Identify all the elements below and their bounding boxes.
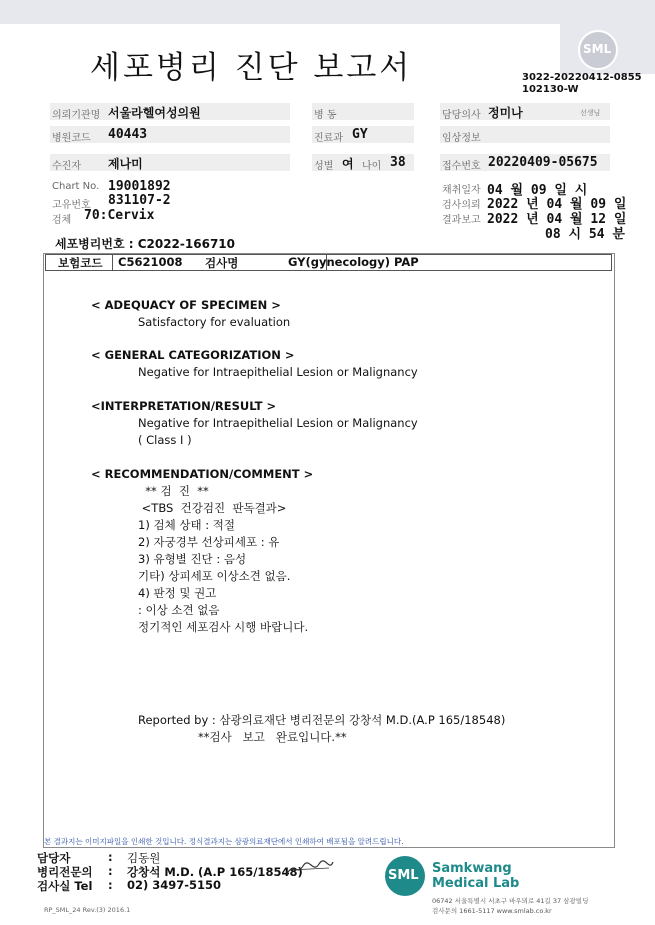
doctor-suffix: 선생님 [580, 109, 601, 117]
colon: : [108, 878, 113, 892]
notice-text: 본 결과지는 이미지파일을 인쇄한 것입니다. 정식결과지는 삼광의료재단에서 인쇄하여 배포됨을 알려드립니다. [44, 837, 404, 846]
unique-label: 고유번호 [52, 200, 91, 211]
patient-label: 수진자 [52, 161, 81, 172]
sex-label: 성별 [314, 161, 334, 172]
doctor-value: 정미나 [488, 106, 523, 120]
ins-value: C5621008 [118, 255, 183, 269]
rec-line: 3) 유형별 진단 : 음성 [138, 552, 247, 566]
brand-line2: Medical Lab [432, 876, 520, 891]
pathologist-value: 강창석 M.D. (A.P 165/18548) [127, 865, 303, 879]
specimen-value: 70:Cervix [84, 208, 155, 223]
request-label: 검사의뢰 [442, 200, 481, 211]
interp-heading: <INTERPRETATION/RESULT > [91, 399, 277, 413]
general-heading: < GENERAL CATEGORIZATION > [91, 348, 295, 362]
collect-label: 채취일자 [442, 185, 481, 196]
top-band [0, 0, 655, 24]
receipt-value: 20220409-05675 [488, 155, 598, 170]
doctor-label: 담당의사 [442, 110, 481, 121]
chart-label: Chart No. [52, 181, 100, 192]
age-value: 38 [390, 155, 406, 170]
ward-label: 병 동 [314, 110, 337, 121]
rec-line: : 이상 소견 없음 [138, 603, 220, 617]
report-title: 세포병리 진단 보고서 [90, 50, 413, 86]
lab-tel-value: 02) 3497-5150 [127, 878, 222, 892]
unique-value: 831107-2 [108, 193, 171, 208]
test-value: GY(gynecology) PAP [288, 255, 419, 269]
rec-line: <TBS 건강검진 판독결과> [138, 501, 287, 515]
result-value: 2022 년 04 월 12 일 [487, 212, 627, 227]
rec-line: 2) 자궁경부 선상피세포 : 유 [138, 535, 280, 549]
brand-address: 06742 서울특별시 서초구 바우뫼로 41길 37 삼광빌딩 [432, 897, 589, 905]
result-label: 결과보고 [442, 215, 481, 226]
interp-class: ( Class I ) [138, 433, 192, 447]
clinical-label: 임상정보 [442, 133, 481, 144]
sex-value: 여 [342, 157, 354, 171]
report-ref-1: 3022-20220412-0855 [522, 72, 642, 83]
result-time: 08 시 54 분 [545, 227, 625, 242]
report-body-box [43, 253, 615, 848]
rec-line: ** 검 진 ** [138, 484, 209, 498]
brand-contact: 검사문의 1661-5117 www.smlab.co.kr [432, 907, 552, 915]
adequacy-heading: < ADEQUACY OF SPECIMEN > [91, 298, 281, 312]
rec-line: 정기적인 세포검사 시행 바랍니다. [138, 620, 309, 634]
rec-heading: < RECOMMENDATION/COMMENT > [91, 467, 314, 481]
ins-label: 보험코드 [58, 256, 103, 270]
interp-text: Negative for Intraepithelial Lesion or Malignancy [138, 416, 418, 430]
rec-line: 1) 검체 상태 : 적절 [138, 518, 235, 532]
rec-line: 4) 판정 및 권고 [138, 586, 217, 600]
hospital-label: 의뢰기관명 [52, 110, 101, 121]
brand-line1: Samkwang [432, 861, 512, 876]
manager-value: 김동원 [127, 851, 161, 865]
patient-value: 제나미 [108, 157, 143, 171]
hospital-value: 서울라헬여성의원 [108, 106, 201, 120]
lab-tel-label: 검사실 Tel [37, 879, 93, 893]
brand-sml: SML [388, 868, 419, 883]
report-complete: **검사 보고 완료입니다.** [198, 730, 347, 744]
request-value: 2022 년 04 월 09 일 [487, 197, 627, 212]
test-label: 검사명 [205, 256, 239, 270]
form-code: RP_SML_24 Rev.(3) 2016.1 [44, 906, 131, 914]
rec-line: 기타) 상피세포 이상소견 없음. [138, 569, 291, 583]
dept-value: GY [352, 127, 368, 142]
hospcode-label: 병원코드 [52, 133, 91, 144]
receipt-label: 접수번호 [442, 161, 481, 172]
adequacy-text: Satisfactory for evaluation [138, 315, 291, 329]
cyto-number: 세포병리번호 : C2022-166710 [55, 237, 235, 251]
row3-bg [50, 154, 290, 171]
age-label: 나이 [362, 161, 382, 172]
dept-label: 진료과 [314, 133, 343, 144]
collect-value: 04 월 09 일 시 [487, 183, 588, 198]
chart-value: 19001892 [108, 179, 171, 194]
general-text: Negative for Intraepithelial Lesion or Malignancy [138, 365, 418, 379]
sml-logo-text: SML [583, 42, 612, 56]
colon: : [108, 850, 113, 864]
specimen-label: 검체 [52, 215, 72, 226]
signature-image [285, 858, 335, 880]
manager-label: 담당자 [37, 851, 71, 865]
reported-by: Reported by : 삼광의료재단 병리전문의 강창석 M.D.(A.P 165/18548) [138, 713, 506, 727]
report-ref-2: 102130-W [522, 84, 579, 95]
colon: : [108, 864, 113, 878]
hospcode-value: 40443 [108, 127, 148, 142]
pathologist-label: 병리전문의 [37, 865, 93, 879]
